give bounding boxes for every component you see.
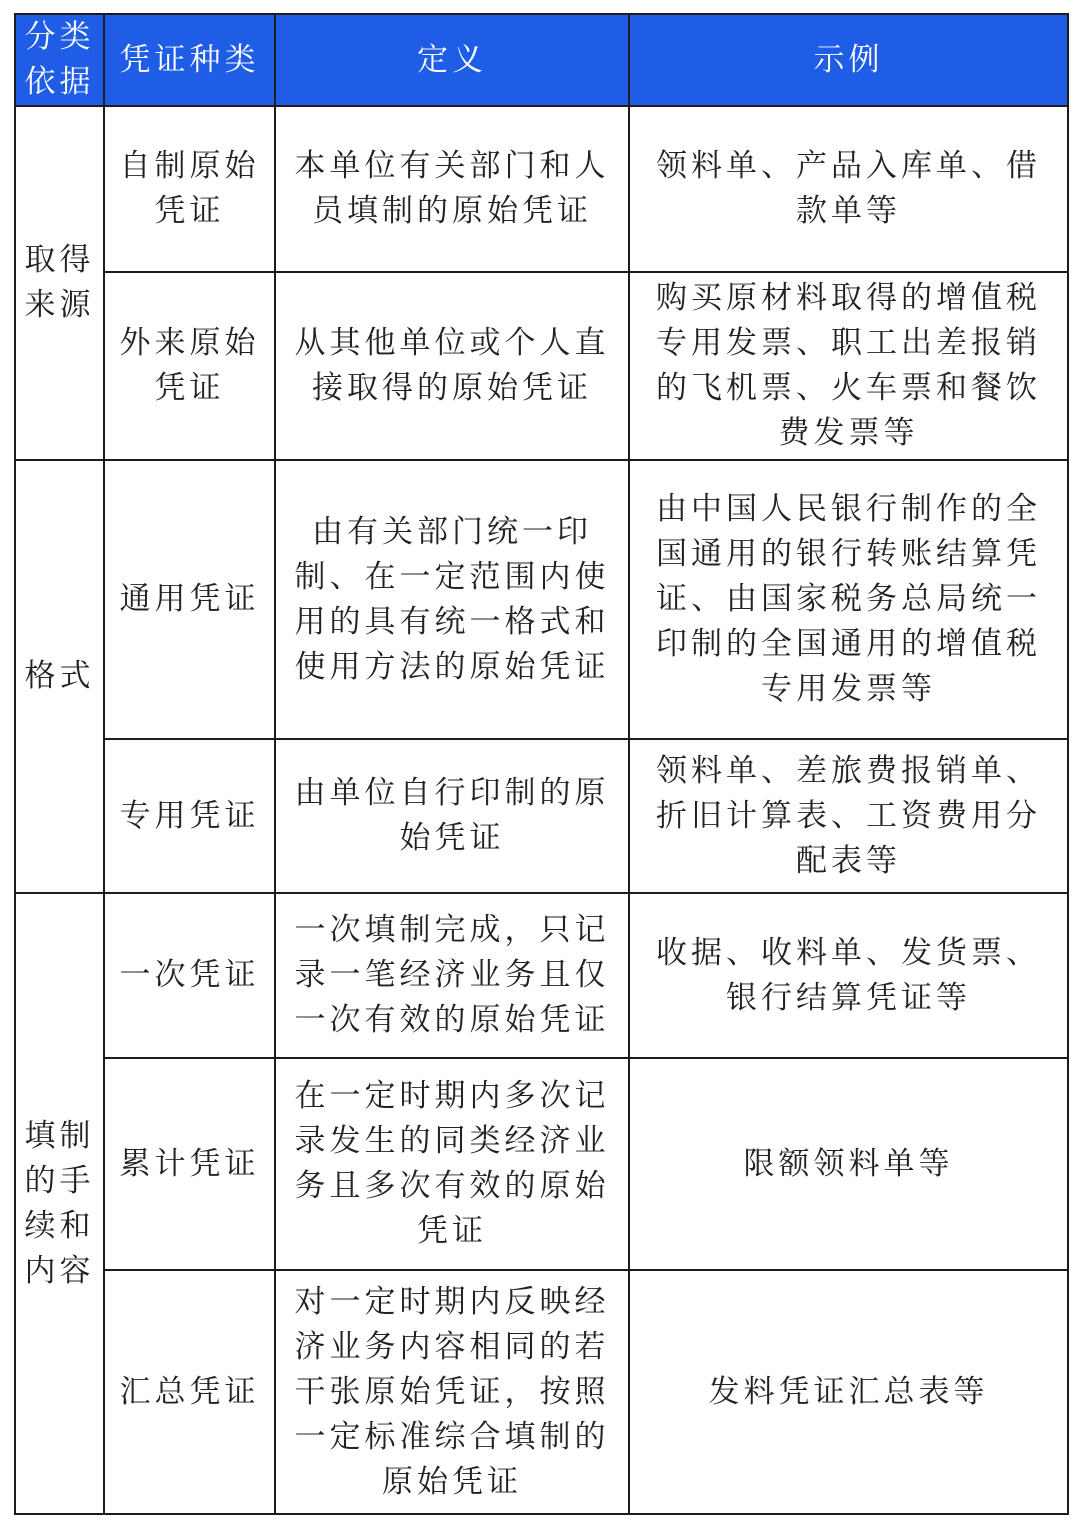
example-cell: 由中国人民银行制作的全国通用的银行转账结算凭证、由国家税务总局统一印制的全国通用的增值税专用发票等 [629, 460, 1068, 739]
header-row [15, 14, 1068, 106]
table-row [15, 272, 1068, 460]
type-cell: 汇总凭证 [104, 1270, 275, 1514]
basis-cell-source: 取得来源 [15, 106, 104, 460]
header-type: 凭证种类 [104, 14, 275, 106]
header-example: 示例 [629, 14, 1068, 106]
type-cell: 累计凭证 [104, 1058, 275, 1270]
table-row [15, 1058, 1068, 1270]
table-row [15, 1270, 1068, 1514]
table-row [15, 460, 1068, 739]
type-cell: 外来原始凭证 [104, 272, 275, 460]
example-cell: 领料单、差旅费报销单、折旧计算表、工资费用分配表等 [629, 739, 1068, 893]
table-row [15, 893, 1068, 1058]
definition-cell: 由单位自行印制的原始凭证 [275, 739, 629, 893]
definition-cell: 本单位有关部门和人员填制的原始凭证 [275, 106, 629, 272]
example-cell: 领料单、产品入库单、借款单等 [629, 106, 1068, 272]
header-basis: 分类依据 [15, 14, 104, 106]
type-cell: 通用凭证 [104, 460, 275, 739]
definition-cell: 在一定时期内多次记录发生的同类经济业务且多次有效的原始凭证 [275, 1058, 629, 1270]
basis-cell-procedure: 填制的手续和内容 [15, 893, 104, 1514]
table-row [15, 739, 1068, 893]
example-cell: 限额领料单等 [629, 1058, 1068, 1270]
type-cell: 自制原始凭证 [104, 106, 275, 272]
definition-cell: 一次填制完成，只记录一笔经济业务且仅一次有效的原始凭证 [275, 893, 629, 1058]
basis-cell-format: 格式 [15, 460, 104, 893]
voucher-classification-table [14, 13, 1069, 1515]
definition-cell: 由有关部门统一印制、在一定范围内使用的具有统一格式和使用方法的原始凭证 [275, 460, 629, 739]
type-cell: 一次凭证 [104, 893, 275, 1058]
type-cell: 专用凭证 [104, 739, 275, 893]
table-row [15, 106, 1068, 272]
definition-cell: 从其他单位或个人直接取得的原始凭证 [275, 272, 629, 460]
example-cell: 购买原材料取得的增值税专用发票、职工出差报销的飞机票、火车票和餐饮费发票等 [629, 272, 1068, 460]
example-cell: 收据、收料单、发货票、银行结算凭证等 [629, 893, 1068, 1058]
example-cell: 发料凭证汇总表等 [629, 1270, 1068, 1514]
definition-cell: 对一定时期内反映经济业务内容相同的若干张原始凭证，按照一定标准综合填制的原始凭证 [275, 1270, 629, 1514]
header-definition: 定义 [275, 14, 629, 106]
